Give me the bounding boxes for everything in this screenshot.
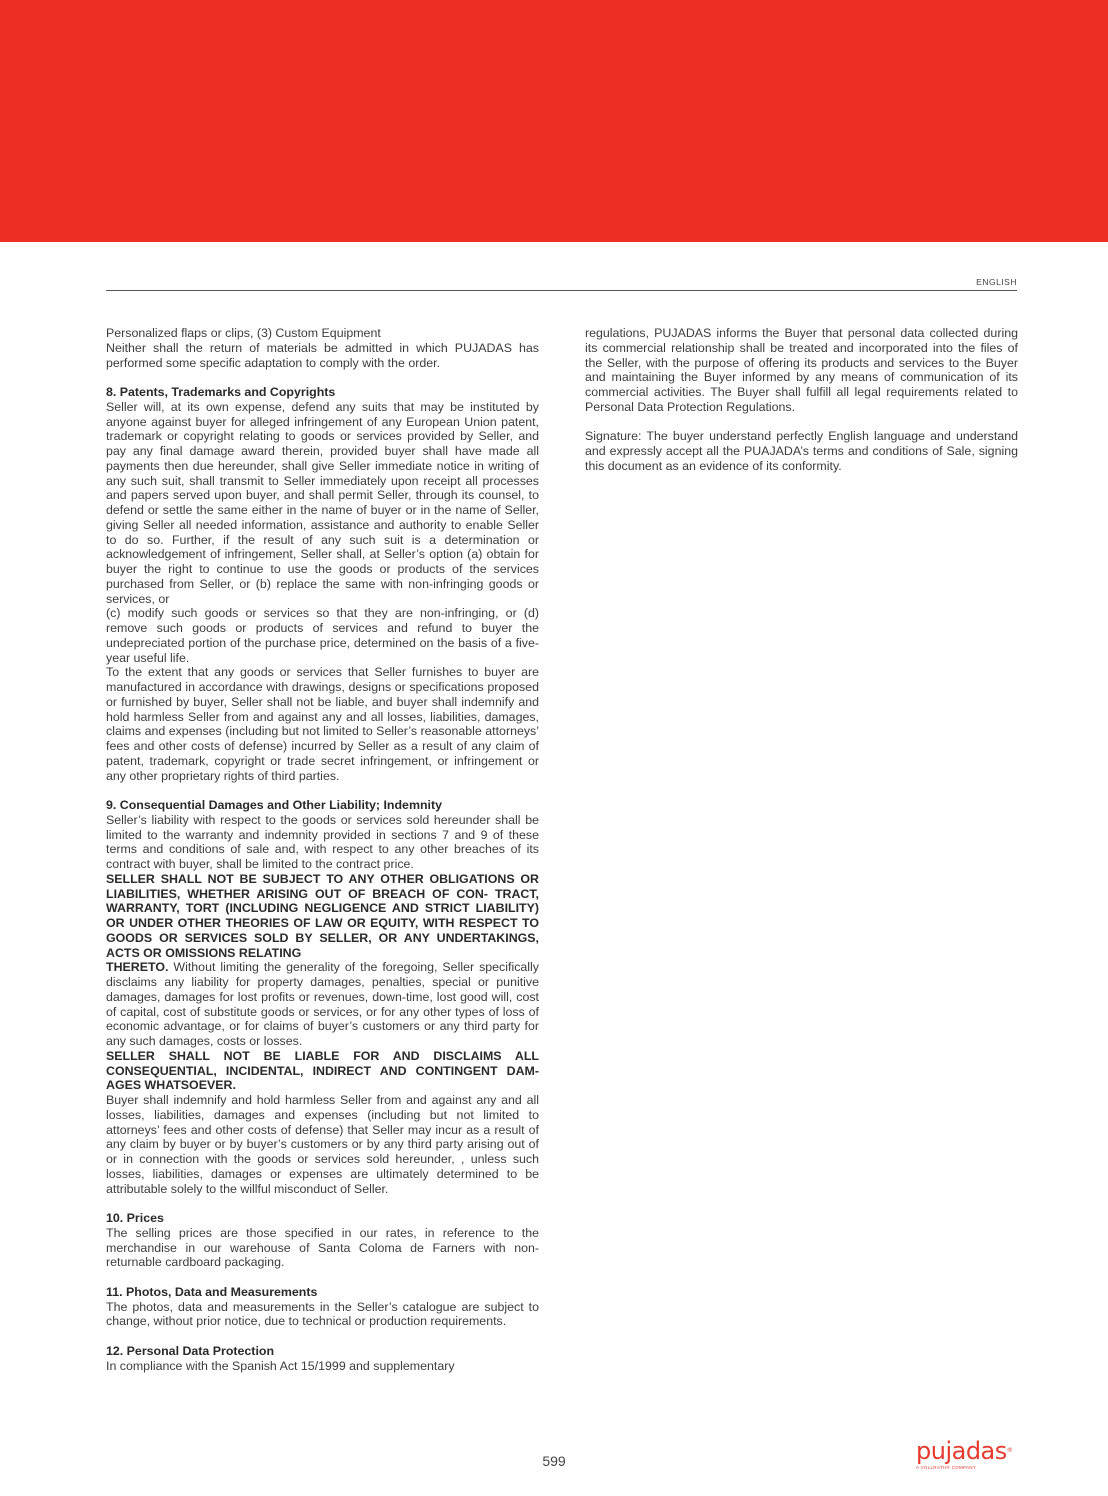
left-column xyxy=(106,326,539,1373)
logo-wordmark xyxy=(916,1438,1026,1464)
section-9-caps-disclaimer-2: SELLER SHALL NOT BE LIABLE FOR AND DISCLAIMS ALL CONSEQUENTIAL, INCIDENTAL, INDIRECT AND CONTINGENT DAM- AGES WHATSOEVER. xyxy=(106,1048,539,1093)
section-9-paragraph-3: Buyer shall indemnify and hold harmless Seller from and against any and all losses, liabilities, damages and expenses (including but not limited to attorneys’ fees and other costs of defense) that Seller may incur as a result of any claim by buyer or by buyer’s customers or by any third party arising out of or in connection with the goods or services sold hereunder, , unless such losses, liabilities, damages or expenses are ultimately determined to be attributable solely to the willful misconduct of Seller. xyxy=(106,1093,539,1196)
section-9-paragraph-1: Seller’s liability with respect to the goods or services sold hereunder shall be limited to the warranty and indemnity provided in sections 7 and 9 of these terms and conditions of sale and, with respect to any other breaches of its contract with buyer, shall be limited to the contract price. xyxy=(106,812,539,871)
logo-text: pujadas xyxy=(916,1437,1007,1465)
logo-tagline: A VOLLRATH® COMPANY xyxy=(916,1465,977,1470)
pujadas-logo xyxy=(916,1438,1026,1478)
intro-paragraph: Neither shall the return of materials be admitted in which PUJADAS has performed some specific adaptation to comply with the order. xyxy=(106,340,539,370)
section-11-paragraph: The photos, data and measurements in the Seller’s catalogue are subject to change, without prior notice, due to technical or production requirements. xyxy=(106,1299,539,1329)
section-8-paragraph-1: Seller will, at its own expense, defend any suits that may be instituted by anyone against buyer for alleged infringement of any European Union patent, trademark or copyright relating to goods or services provided by Seller, and pay any final damage award therein, provided buyer shall have made all payments then due hereunder, shall give Seller immediate notice in writing of any such suit, shall transmit to Seller immediately upon receipt all processes and papers served upon buyer, and shall permit Seller, through its counsel, to defend or settle the same either in the name of buyer or in the name of Seller, giving Seller all needed information, assistance and authority to enable Seller to do so. Further, if the result of any such suit is a determination or acknowledgement of infringement, Seller shall, at Seller’s option (a) obtain for buyer the right to continue to use the goods or products of the services purchased from Seller, or (b) replace the same with non-infringing goods or services, or xyxy=(106,399,539,606)
section-12-paragraph: In compliance with the Spanish Act 15/1999 and supplementary xyxy=(106,1358,455,1373)
intro-line: Personalized flaps or clips, (3) Custom Equipment xyxy=(106,326,381,340)
data-protection-continued: regulations, PUJADAS informs the Buyer that personal data collected during its commercial relationship shall be treated and incorporated into the files of the Seller, with the purpose of offering its products and services to the Buyer and maintaining the Buyer informed by any means of communication of its commercial activities. The Buyer shall fulfill all legal requirements related to Personal Data Protection Regulations. xyxy=(585,326,1018,414)
signature-paragraph: Signature: The buyer understand perfectly English language and understand and expressly accept all the PUAJADA’s terms and conditions of Sale, signing this document as an evidence of its conformity. xyxy=(585,429,1018,473)
section-9-title: 9. Consequential Damages and Other Liability; Indemnity xyxy=(106,798,442,812)
section-9-paragraph-2 xyxy=(106,960,539,1049)
section-9-paragraph-2-text: Without limiting the generality of the foregoing, Seller specifically disclaims any liability for property damages, penalties, special or punitive damages, damages for lost profits or revenues, down-time, lost good will, cost of capital, cost of substitute goods or services, or for any other types of loss of economic advantage, or for claims of buyer’s customers or any third party for any such damages, costs or losses. xyxy=(106,960,539,1048)
section-12-title: 12. Personal Data Protection xyxy=(106,1343,275,1358)
section-11-title: 11. Photos, Data and Measurements xyxy=(106,1284,318,1299)
language-label: ENGLISH xyxy=(976,277,1017,287)
section-10-paragraph: The selling prices are those specified in our rates, in reference to the merchandise in our warehouse of Santa Coloma de Farners with non-returnable cardboard packaging. xyxy=(106,1225,539,1270)
thereto-bold: THERETO. xyxy=(106,960,169,975)
header-divider xyxy=(106,290,1017,291)
section-8-paragraph-2: (c) modify such goods or services so that they are non-infringing, or (d) remove such goods or products of services and refund to buyer the undepreciated portion of the purchase price, determined on the basis of a five-year useful life. xyxy=(106,606,539,665)
section-10-title: 10. Prices xyxy=(106,1211,164,1225)
logo-registered-mark: ® xyxy=(1006,1447,1013,1454)
section-8-title: 8. Patents, Trademarks and Copyrights xyxy=(106,385,336,399)
section-9-caps-disclaimer-1: SELLER SHALL NOT BE SUBJECT TO ANY OTHER OBLIGATIONS OR LIABILITIES, WHETHER ARISING OUT OF BREACH OF CON- TRACT, WARRANTY, TORT (INCLUDING NEGLIGENCE AND STRICT LIABILITY) OR UNDER OTHER THEORIES OF LAW OR EQUITY, WITH RESPECT TO GOODS OR SERVICES SOLD BY SELLER, OR ANY UNDERTAKINGS, ACTS OR OMISSIONS RELATING xyxy=(106,871,539,960)
red-header-banner xyxy=(0,0,1108,242)
section-8-paragraph-3: To the extent that any goods or services that Seller furnishes to buyer are manufactured in accordance with drawings, designs or specifications proposed or furnished by buyer, Seller shall not be liable, and buyer shall indemnify and hold harmless Seller from and against any and all losses, liabilities, damages, claims and expenses (including but not limited to Seller’s reasonable attorneys’ fees and other costs of defense) incurred by Seller as a result of any claim of patent, trademark, copyright or trade secret infringement, or infringement or any other proprietary rights of third parties. xyxy=(106,665,539,783)
page-number: 599 xyxy=(542,1453,566,1469)
right-column xyxy=(585,326,1018,474)
